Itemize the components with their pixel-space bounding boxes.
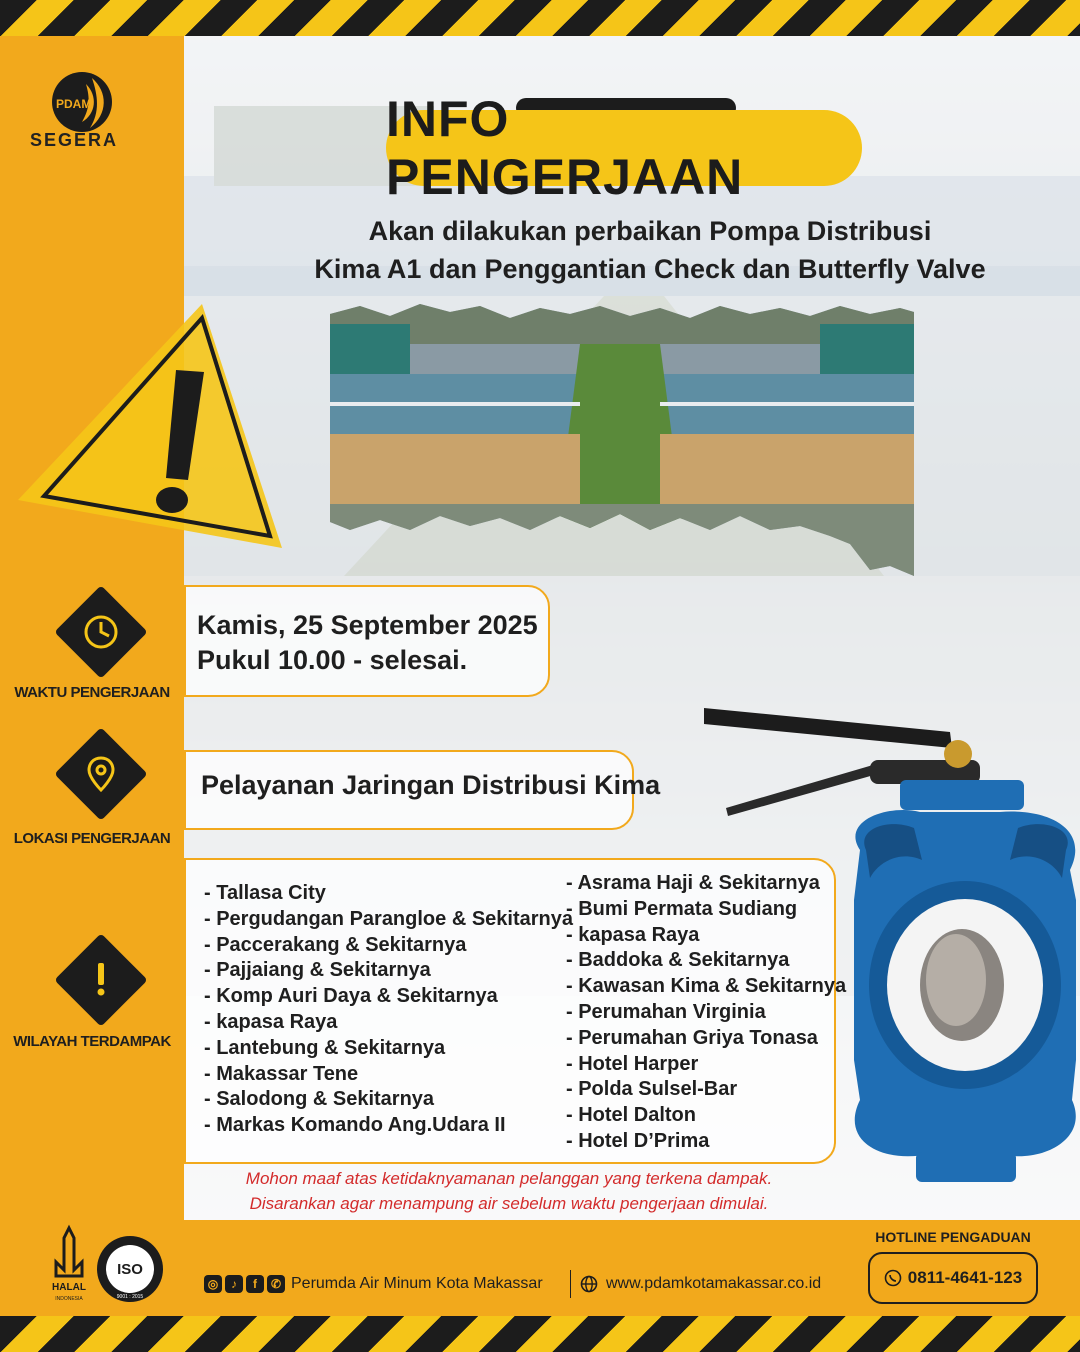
affected-label: WILAYAH TERDAMPAK: [13, 1033, 171, 1050]
list-item: - Paccerakang & Sekitarnya: [204, 933, 467, 956]
butterfly-valve-image: [700, 700, 1080, 1190]
page-title: INFO PENGERJAAN: [386, 91, 744, 205]
hazard-stripe-bottom: [0, 1316, 1080, 1352]
schedule-text: [197, 608, 538, 678]
list-item: - Hotel D’Prima: [566, 1129, 710, 1152]
list-item: - Makassar Tene: [204, 1062, 359, 1085]
title-pill: [386, 91, 862, 205]
location-pin-icon: [71, 744, 131, 804]
logo-name: SEGERA: [30, 130, 119, 150]
list-item: - Salodong & Sekitarnya: [204, 1088, 435, 1111]
clock-icon: [71, 602, 131, 662]
whatsapp-icon: [884, 1269, 902, 1287]
iso-badge-icon: [95, 1234, 165, 1304]
social-handle[interactable]: Perumda Air Minum Kota Makassar: [291, 1275, 543, 1292]
list-item: - Pajjaiang & Sekitarnya: [204, 959, 431, 982]
hazard-stripe-top: [0, 0, 1080, 36]
whatsapp-icon[interactable]: ✆: [267, 1275, 285, 1293]
affected-list-left: [204, 881, 573, 1139]
list-item: - Baddoka & Sekitarnya: [566, 949, 790, 972]
warning-triangle-icon: [14, 300, 286, 552]
schedule-date: Kamis, 25 September 2025: [197, 610, 538, 640]
footer-divider: [570, 1270, 571, 1298]
list-item: - Pergudangan Parangloe & Sekitarnya: [204, 907, 573, 930]
list-item: - Bumi Permata Sudiang: [566, 897, 798, 920]
facebook-icon[interactable]: f: [246, 1275, 264, 1293]
logo-top-text: PDAM: [56, 97, 92, 111]
list-item: - Hotel Harper: [566, 1052, 699, 1075]
website-link[interactable]: [580, 1275, 821, 1293]
halal-subtext: INDONESIA: [55, 1296, 83, 1302]
list-item: - Hotel Dalton: [566, 1104, 696, 1127]
list-item: - Komp Auri Daya & Sekitarnya: [204, 985, 498, 1008]
list-item: - Polda Sulsel-Bar: [566, 1078, 738, 1101]
list-item: - Perumahan Griya Tonasa: [566, 1026, 818, 1049]
social-links: [204, 1275, 543, 1293]
subtitle: [250, 212, 1050, 288]
list-item: - Tallasa City: [204, 882, 326, 904]
notice-line-2: Disarankan agar menampung air sebelum waktu pengerjaan dimulai.: [249, 1194, 769, 1213]
globe-icon: [580, 1275, 598, 1293]
location-label: LOKASI PENGERJAAN: [13, 830, 171, 847]
iso-text: ISO: [117, 1261, 143, 1278]
notice: [184, 1166, 834, 1216]
schedule-time: Pukul 10.00 - selesai.: [197, 645, 468, 675]
subtitle-line-1: Akan dilakukan perbaikan Pompa Distribusi: [368, 216, 932, 246]
hotline-number[interactable]: 0811-4641-123: [907, 1268, 1023, 1287]
tiktok-icon[interactable]: ♪: [225, 1275, 243, 1293]
list-item: - Markas Komando Ang.Udara II: [204, 1114, 506, 1137]
treatment-plant-photo: [330, 304, 914, 576]
exclamation-icon: [71, 950, 131, 1010]
halal-logo-icon: [44, 1224, 94, 1304]
website-url[interactable]: www.pdamkotamakassar.co.id: [606, 1275, 822, 1292]
hotline-label: HOTLINE PENGADUAN: [875, 1229, 1031, 1245]
list-item: - Asrama Haji & Sekitarnya: [566, 872, 820, 894]
instagram-icon[interactable]: ◎: [204, 1275, 222, 1293]
list-item: - kapasa Raya: [204, 1010, 338, 1033]
subtitle-line-2: Kima A1 dan Penggantian Check dan Butterfly Valve: [314, 254, 986, 284]
schedule-label: WAKTU PENGERJAAN: [14, 684, 170, 701]
list-item: - Kawasan Kima & Sekitarnya: [566, 975, 847, 998]
halal-text: HALAL: [52, 1282, 86, 1293]
location-value: Pelayanan Jaringan Distribusi Kima: [201, 770, 661, 800]
hotline-button[interactable]: [868, 1252, 1038, 1304]
list-item: - Lantebung & Sekitarnya: [204, 1036, 446, 1059]
iso-subtext: 9001 : 2015: [116, 1294, 144, 1300]
list-item: - kapasa Raya: [566, 923, 700, 946]
notice-line-1: Mohon maaf atas ketidaknyamanan pelanggan yang terkena dampak.: [245, 1169, 773, 1188]
list-item: - Perumahan Virginia: [566, 1000, 766, 1023]
